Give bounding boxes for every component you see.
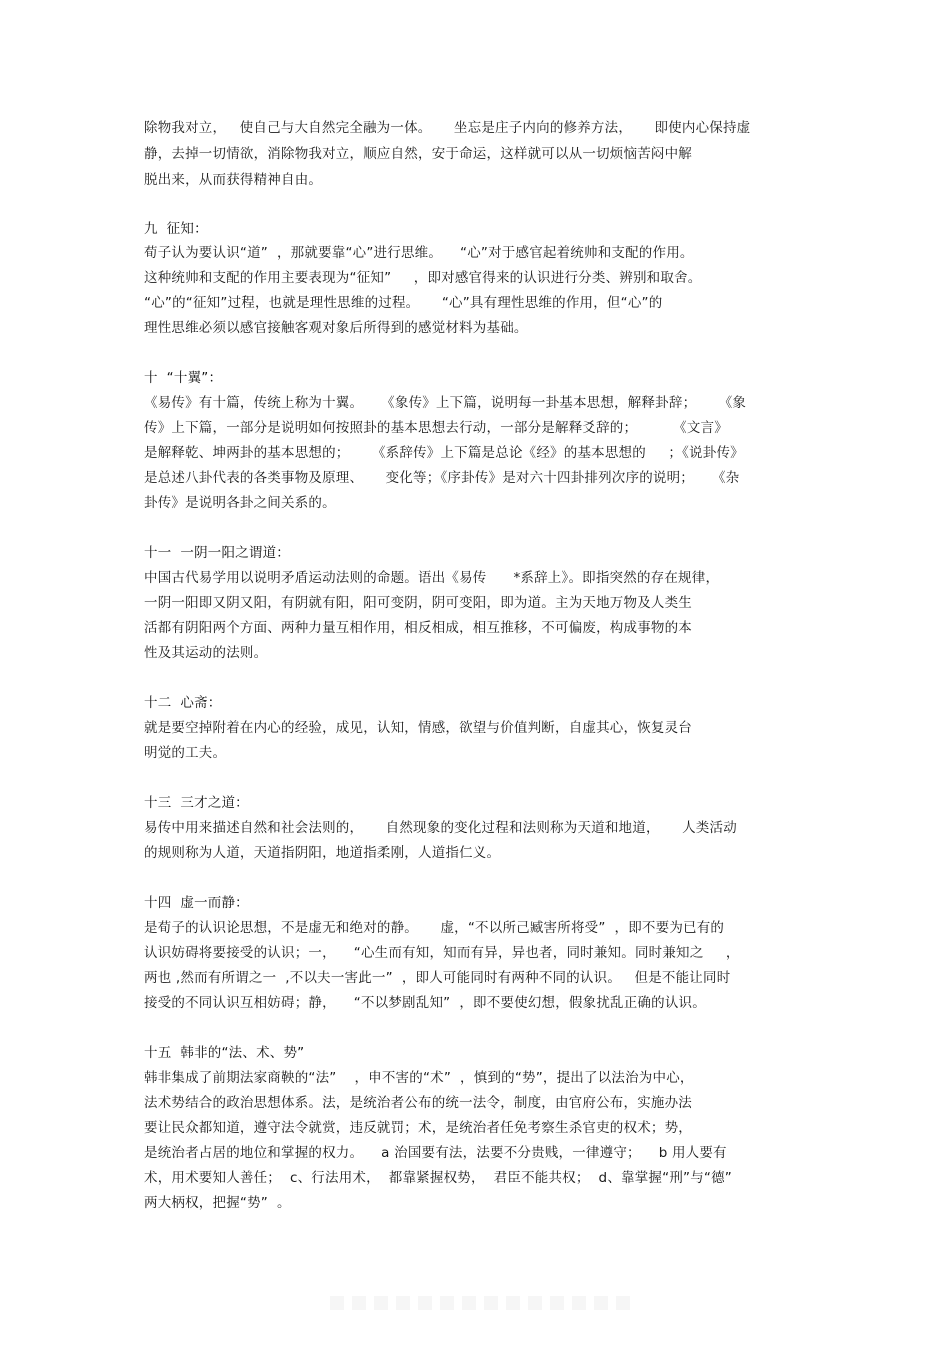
text-line: 这种统帅和支配的作用主要表现为“征知” ，即对感官得来的认识进行分类、辨别和取舍。 bbox=[144, 270, 702, 286]
text-line: 脱出来，从而获得精神自由。 bbox=[144, 172, 323, 188]
section-heading: 十四 虚一而静： bbox=[144, 895, 249, 911]
text-line: 法术势结合的政治思想体系。法，是统治者公布的统一法令，制度，由官府公布，实施办法 bbox=[144, 1095, 692, 1111]
text-line: 卦传》是说明各卦之间关系的。 bbox=[144, 495, 336, 511]
text-line: 韩非集成了前期法家商鞅的“法” ，申不害的“术” ，慎到的“势”，提出了以法治为中心， bbox=[144, 1070, 694, 1086]
text-line: 是荀子的认识论思想，不是虚无和绝对的静。 虚，“不以所己臧害所将受” ，即不要为已有的 bbox=[144, 920, 725, 936]
text-line: “心”的“征知”过程，也就是理性思维的过程。 “心”具有理性思维的作用，但“心”的 bbox=[144, 295, 663, 311]
text-line: 理性思维必须以感官接触客观对象后所得到的感觉材料为基础。 bbox=[144, 320, 528, 336]
text-line: 荀子认为要认识“道” ，那就要靠“心”进行思维。 “心”对于感官起着统帅和支配的作用。 bbox=[144, 245, 694, 261]
text-line: 一阴一阳即又阴又阳，有阴就有阳，阳可变阴，阴可变阳，即为道。主为天地万物及人类生 bbox=[144, 595, 692, 611]
text-line: 要让民众都知道，遵守法令就赏，违反就罚；术，是统治者任免考察生杀官吏的权术；势， bbox=[144, 1120, 692, 1136]
text-line: 认识妨碍将要接受的认识；一， “心生而有知，知而有异，异也者，同时兼知。同时兼知之 ， bbox=[144, 945, 740, 961]
text-line: 传》上下篇，一部分是说明如何按照卦的基本思想去行动，一部分是解释爻辞的； 《文言》 bbox=[144, 420, 728, 436]
text-line: 术，用术要知人善任； c、行法用术， 都靠紧握权势， 君臣不能共权； d、靠掌握“刑”与“德” bbox=[144, 1170, 732, 1186]
text-line: 两大柄权，把握“势” 。 bbox=[144, 1195, 291, 1211]
text-line: 《易传》有十篇，传统上称为十翼。 《象传》上下篇，说明每一卦基本思想，解释卦辞； 《象 bbox=[144, 395, 747, 411]
text-line: 性及其运动的法则。 bbox=[144, 645, 268, 661]
text-line: 除物我对立， 使自己与大自然完全融为一体。 坐忘是庄子内向的修养方法， 即使内心保持虚 bbox=[144, 120, 751, 136]
section-heading: 十二 心斋： bbox=[144, 695, 222, 711]
faint-footer-mark bbox=[330, 1296, 630, 1310]
section-heading: 十三 三才之道： bbox=[144, 795, 249, 811]
text-line: 两也 ,然而有所谓之一 ,不以夫一害此一” ，即人可能同时有两种不同的认识。 但是不能让同时 bbox=[144, 970, 731, 986]
text-line: 中国古代易学用以说明矛盾运动法则的命题。语出《易传 *系辞上》。即指突然的存在规律， bbox=[144, 570, 720, 586]
text-line: 接受的不同认识互相妨碍；静， “不以梦剧乱知” ，即不要使幻想，假象扰乱正确的认识。 bbox=[144, 995, 706, 1011]
section-heading: 十五 韩非的“法、术、势” bbox=[144, 1045, 305, 1061]
text-line: 活都有阴阳两个方面、两种力量互相作用，相反相成，相互推移，不可偏废，构成事物的本 bbox=[144, 620, 692, 636]
text-line: 的规则称为人道，天道指阴阳，地道指柔刚，人道指仁义。 bbox=[144, 845, 501, 861]
text-line: 明觉的工夫。 bbox=[144, 745, 227, 761]
text-line: 易传中用来描述自然和社会法则的， 自然现象的变化过程和法则称为天道和地道， 人类活动 bbox=[144, 820, 737, 836]
text-line: 是解释乾、坤两卦的基本思想的； 《系辞传》上下篇是总论《经》的基本思想的 ；《说卦传》 bbox=[144, 445, 744, 461]
section-heading: 十 “十翼”： bbox=[144, 370, 223, 386]
text-line: 就是要空掉附着在内心的经验，成见，认知，情感，欲望与价值判断，自虚其心，恢复灵台 bbox=[144, 720, 692, 736]
section-heading: 九 征知： bbox=[144, 221, 208, 237]
text-line: 是统治者占居的地位和掌握的权力。 a 治国要有法，法要不分贵贱，一律遵守； b 用人要有 bbox=[144, 1145, 727, 1161]
section-heading: 十一 一阴一阳之谓道： bbox=[144, 545, 290, 561]
text-line: 静，去掉一切情欲，消除物我对立，顺应自然，安于命运，这样就可以从一切烦恼苦闷中解 bbox=[144, 146, 692, 162]
text-line: 是总述八卦代表的各类事物及原理、 变化等；《序卦传》是对六十四卦排列次序的说明； 《杂 bbox=[144, 470, 740, 486]
